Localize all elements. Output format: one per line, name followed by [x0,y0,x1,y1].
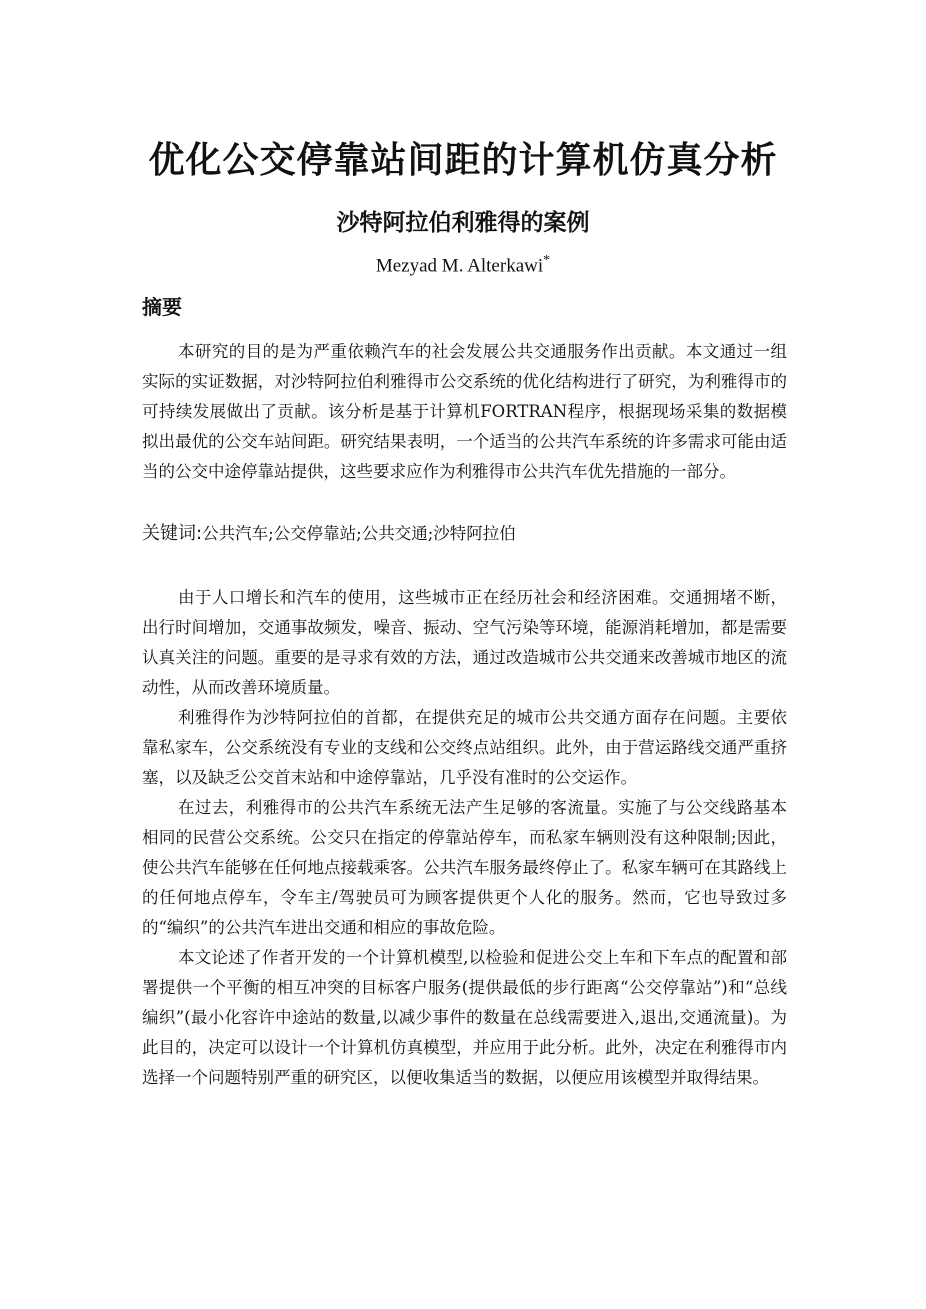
author-line [0,253,926,277]
author-name: Mezyad M. Alterkawi [375,255,544,277]
body-text [142,583,787,1093]
keywords-list: 公共汽车;公交停靠站;公共交通;沙特阿拉伯 [202,524,516,543]
keywords-label: 关键词: [142,523,203,544]
abstract-heading: 摘要 [142,295,182,319]
body-paragraph-2: 利雅得作为沙特阿拉伯的首都，在提供充足的城市公共交通方面存在问题。主要依靠私家车，公交系统没有专业的支线和公交终点站组织。此外，由于营运路线交通严重挤塞，以及缺乏公交首末站和中途停靠站，几乎没有准时的公交运作。 [142,708,787,787]
abstract-text: 本研究的目的是为严重依赖汽车的社会发展公共交通服务作出贡献。本文通过一组实际的实证数据，对沙特阿拉伯利雅得市公交系统的优化结构进行了研究，为利雅得市的可持续发展做出了贡献。该分析是基于计算机FORTRAN程序，根据现场采集的数据模拟出最优的公交车站间距。研究结果表明，一个适当的公共汽车系统的许多需求可能由适当的公交中途停靠站提供，这些要求应作为利雅得市公共汽车优先措施的一部分。 [142,342,787,481]
body-paragraph-1: 由于人口增长和汽车的使用，这些城市正在经历社会和经济困难。交通拥堵不断，出行时间增加，交通事故频发，噪音、振动、空气污染等环境，能源消耗增加，都是需要认真关注的问题。重要的是寻求有效的方法，通过改造城市公共交通来改善城市地区的流动性，从而改善环境质量。 [142,588,787,697]
paper-subtitle: 沙特阿拉伯利雅得的案例 [336,210,590,236]
author-footnote-mark: * [543,253,551,268]
paper-title: 优化公交停靠站间距的计算机仿真分析 [148,140,778,181]
body-paragraph-4: 本文论述了作者开发的一个计算机模型,以检验和促进公交上车和下车点的配置和部署提供一个平衡的相互冲突的目标客户服务(提供最低的步行距离“公交停靠站”)和“总线编织”(最小化容许中途站的数量,以减少事件的数量在总线需要进入,退出,交通流量)。为此目的，决定可以设计一个计算机仿真模型，并应用于此分析。此外，决定在利雅得市内选择一个问题特别严重的研究区，以便收集适当的数据，以便应用该模型并取得结果。 [142,948,787,1087]
body-paragraph-3: 在过去，利雅得市的公共汽车系统无法产生足够的客流量。实施了与公交线路基本相同的民营公交系统。公交只在指定的停靠站停车，而私家车辆则没有这种限制;因此，使公共汽车能够在任何地点接载乘客。公共汽车服务最终停止了。私家车辆可在其路线上的任何地点停车，令车主/驾驶员可为顾客提供更个人化的服务。然而，它也导致过多的“编织”的公共汽车进出交通和相应的事故危险。 [142,798,787,937]
keywords-line [142,519,787,549]
